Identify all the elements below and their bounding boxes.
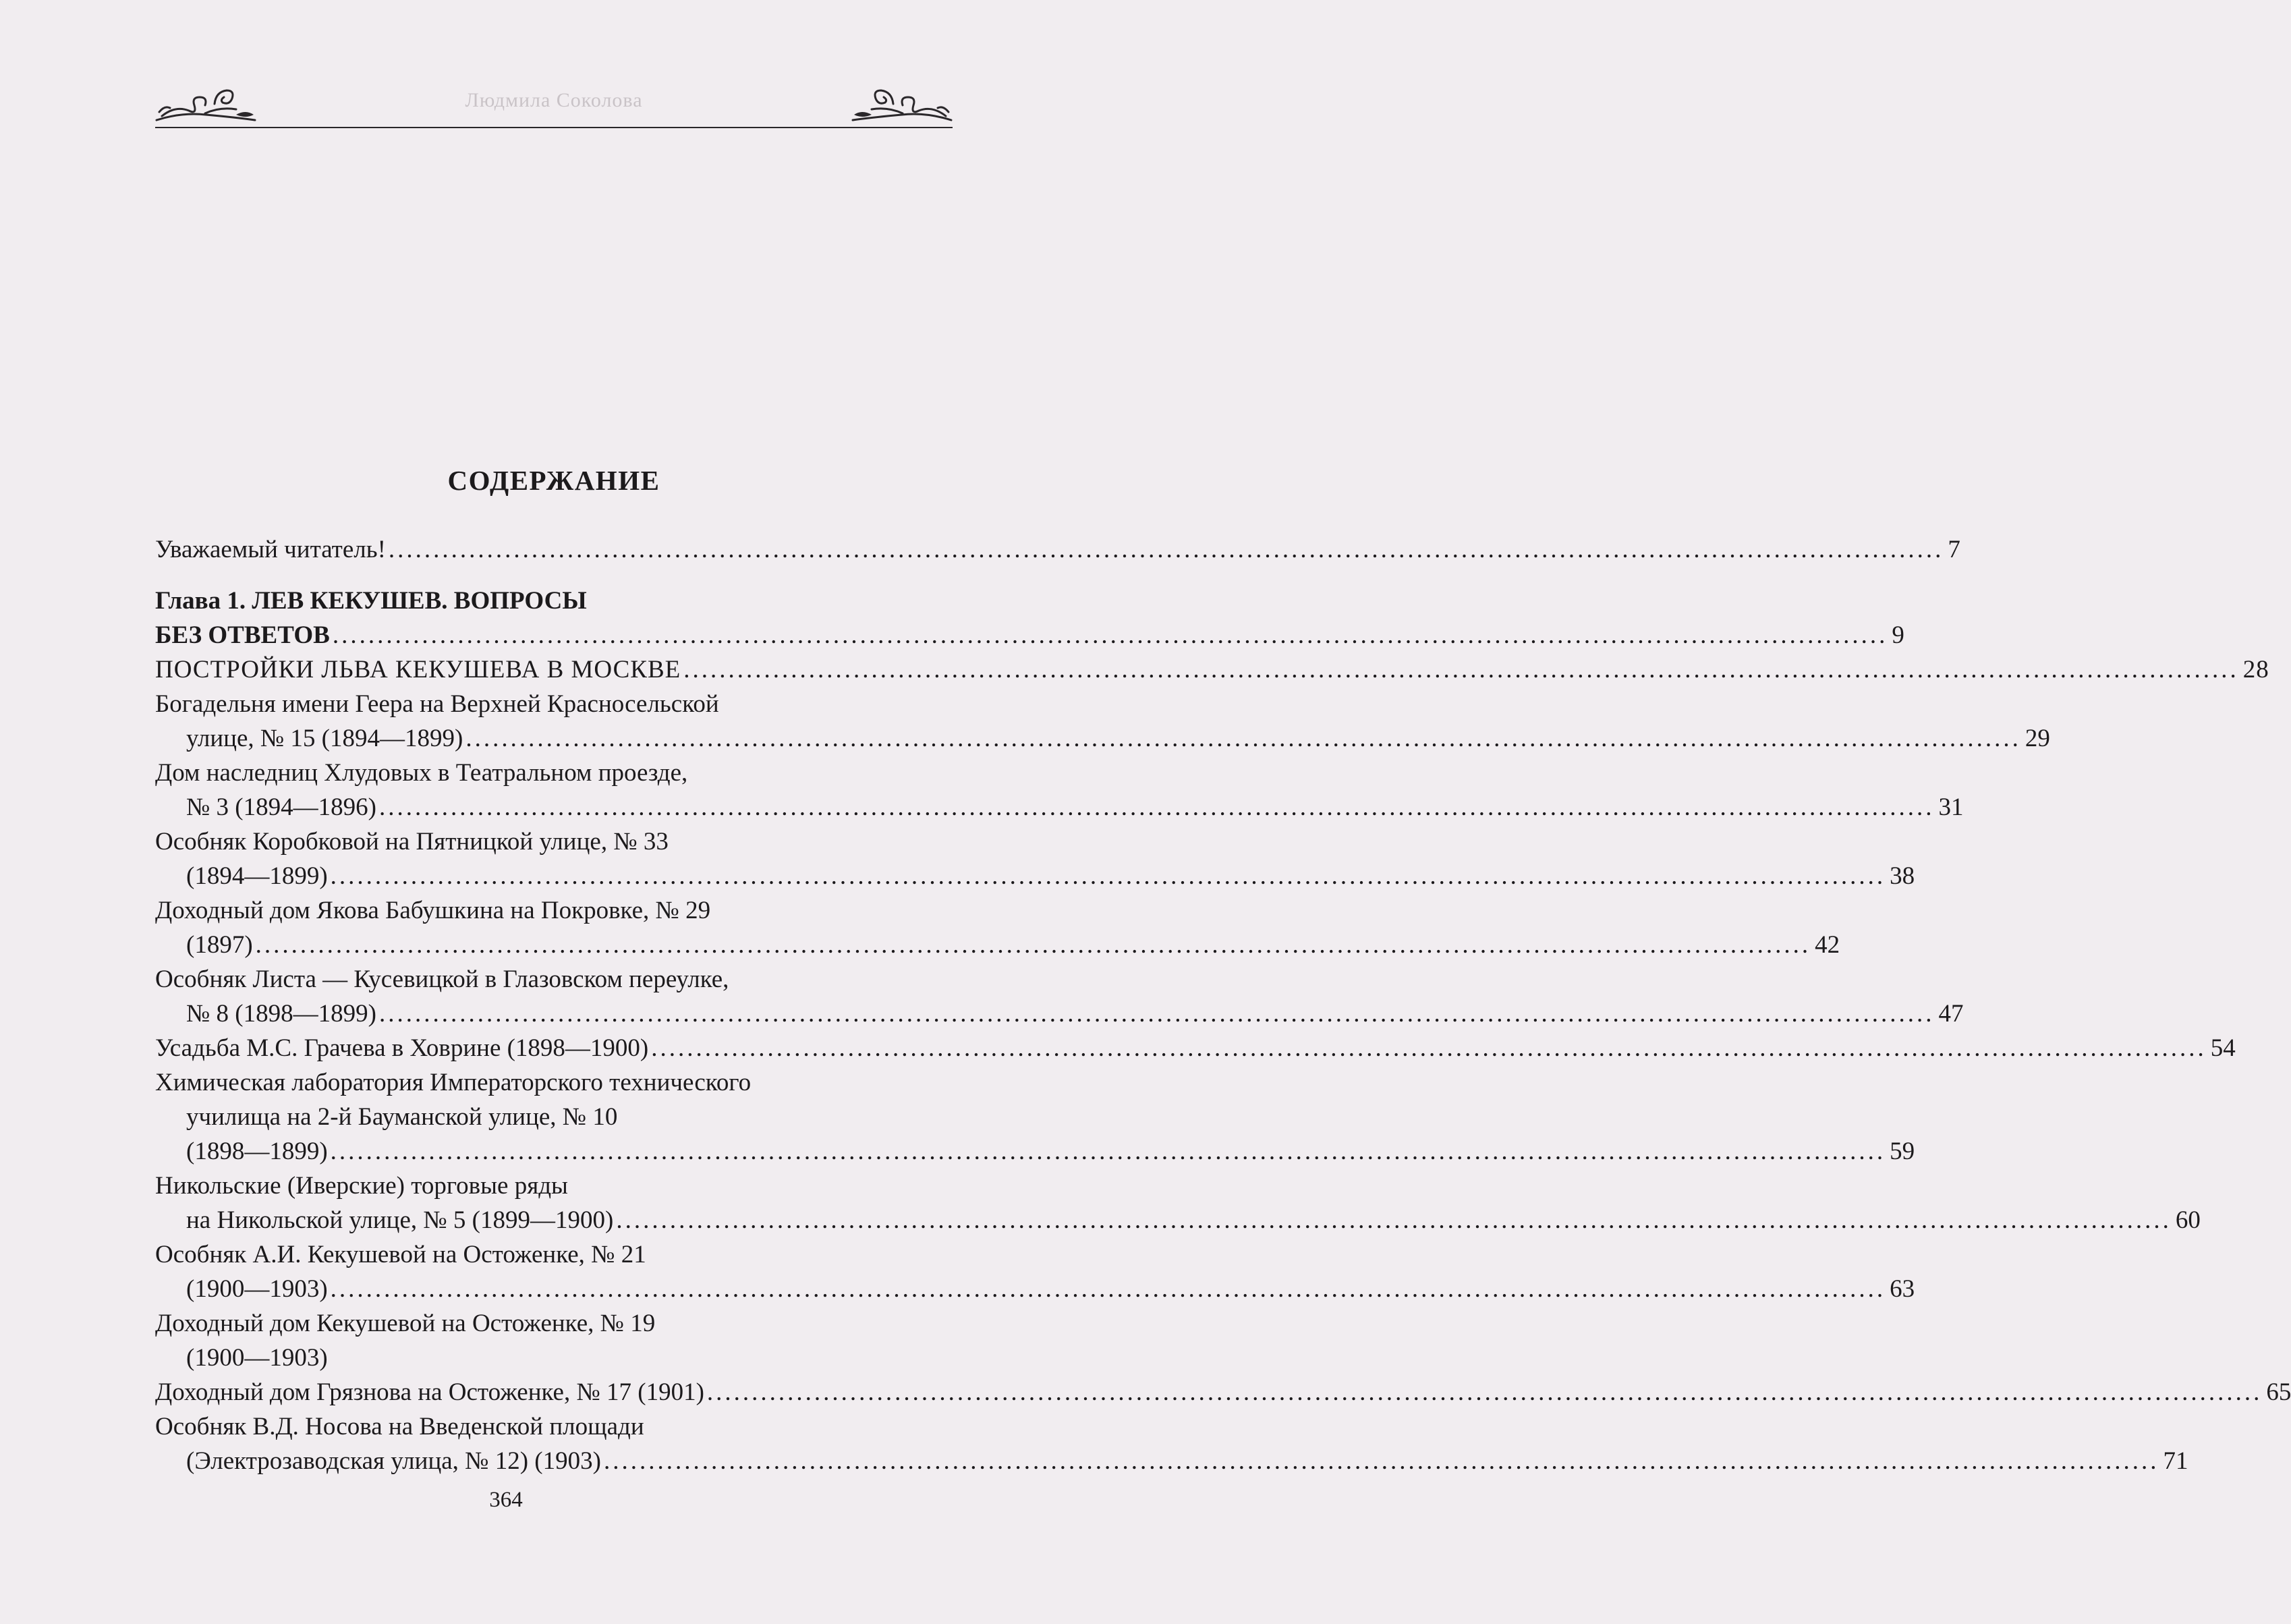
toc-entry-welcome[interactable] — [155, 535, 1960, 569]
toc-entry-line[interactable] — [155, 724, 2050, 758]
dot-leader: .............................................................................................................................................................................. — [378, 1000, 1935, 1028]
toc-section-buildings[interactable] — [155, 655, 2269, 690]
toc-page-number: 65 — [2266, 1378, 2291, 1406]
toc-entry-line[interactable] — [155, 1309, 951, 1343]
toc-entry-line[interactable] — [155, 862, 1915, 896]
page-number: 364 — [489, 1488, 523, 1512]
toc-entry-line[interactable] — [155, 1068, 951, 1102]
toc-entry-text: Усадьба М.С. Грачева в Ховрине (1898—1900) — [155, 1034, 649, 1062]
toc-entry-line[interactable] — [155, 896, 951, 930]
dot-leader: .............................................................................................................................................................................. — [683, 656, 2239, 683]
toc-entry-text: Особняк В.Д. Носова на Введенской площади — [155, 1413, 644, 1440]
toc-page-number: 7 — [1948, 536, 1960, 563]
toc-entry-line[interactable] — [155, 1240, 951, 1275]
toc-entry-line[interactable] — [155, 1206, 2201, 1240]
toc-entry-text: БЕЗ ОТВЕТОВ — [155, 621, 330, 649]
toc-entry-line[interactable] — [155, 965, 951, 999]
toc-entry-line[interactable] — [155, 1378, 2291, 1412]
toc-entry-line[interactable] — [155, 827, 951, 862]
toc-entry-line[interactable] — [155, 1171, 951, 1206]
toc-entry-text: Уважаемый читатель! — [155, 536, 386, 563]
toc-page-number: 54 — [2210, 1034, 2236, 1062]
toc-page-number: 59 — [1890, 1138, 1915, 1165]
toc-entry-line[interactable] — [155, 1447, 2188, 1481]
toc-entry-text: № 3 (1894—1896) — [186, 793, 376, 821]
toc-entry-text: Никольские (Иверские) торговые ряды — [155, 1172, 568, 1200]
dot-leader: .............................................................................................................................................................................. — [330, 1275, 1886, 1303]
toc-entry-line[interactable] — [155, 1275, 1915, 1309]
toc-entry-text: (1900—1903) — [186, 1275, 328, 1303]
toc-entry-text: Особняк Листа — Кусевицкой в Глазовском переулке, — [155, 965, 729, 993]
dot-leader: .............................................................................................................................................................................. — [255, 931, 1811, 959]
toc-page-number: 28 — [2242, 656, 2269, 683]
dot-leader: .............................................................................................................................................................................. — [465, 725, 2021, 752]
dot-leader: .............................................................................................................................................................................. — [330, 1138, 1886, 1165]
toc-entry-text: № 8 (1898—1899) — [186, 1000, 376, 1028]
toc-entry-line[interactable] — [155, 1343, 951, 1378]
toc-chapter-1-line-1[interactable] — [155, 586, 951, 621]
dot-leader: .............................................................................................................................................................................. — [706, 1378, 2263, 1406]
toc-page-number: 60 — [2175, 1206, 2201, 1234]
header-rule — [155, 127, 953, 128]
dot-leader: .............................................................................................................................................................................. — [388, 536, 1944, 563]
toc-entry-line[interactable] — [155, 793, 1964, 827]
toc-entry-text: на Никольской улице, № 5 (1899—1900) — [186, 1206, 614, 1234]
toc-page-number: 31 — [1938, 793, 1964, 821]
toc-entry-line[interactable] — [155, 1412, 951, 1447]
toc-entry-text: (1898—1899) — [186, 1138, 328, 1165]
dot-leader: .............................................................................................................................................................................. — [330, 862, 1886, 890]
toc-entry-text: ПОСТРОЙКИ ЛЬВА КЕКУШЕВА В МОСКВЕ — [155, 656, 681, 683]
toc-chapter-1-line-2[interactable] — [155, 621, 1904, 655]
toc-page-number: 38 — [1890, 862, 1915, 890]
table-of-contents — [155, 535, 2291, 1481]
toc-entry-text: Особняк А.И. Кекушевой на Остоженке, № 21 — [155, 1241, 646, 1268]
toc-entry-line[interactable] — [155, 1034, 2236, 1068]
toc-title: СОДЕРЖАНИЕ — [447, 465, 660, 496]
toc-entry-text: Доходный дом Кекушевой на Остоженке, № 19 — [155, 1310, 656, 1337]
toc-page-number: 71 — [2163, 1447, 2188, 1475]
toc-entry-text: Доходный дом Грязнова на Остоженке, № 17 (1901) — [155, 1378, 704, 1406]
toc-entry-text: Химическая лаборатория Императорского технического — [155, 1069, 752, 1096]
flourish-ornament-left-icon — [155, 85, 256, 123]
toc-entry-text: Богадельня имени Геера на Верхней Красносельской — [155, 690, 719, 718]
toc-entry-text: (1894—1899) — [186, 862, 328, 890]
toc-entry-line[interactable] — [155, 1137, 1915, 1171]
toc-page-number: 47 — [1938, 1000, 1964, 1028]
toc-entry-line[interactable] — [155, 999, 1964, 1034]
toc-entry-line[interactable] — [155, 930, 1840, 965]
toc-entry-text: Особняк Коробковой на Пятницкой улице, № 33 — [155, 828, 669, 856]
toc-entry-text: училища на 2-й Бауманской улице, № 10 — [186, 1103, 618, 1131]
toc-entry-line[interactable] — [155, 758, 951, 793]
toc-entry-text: улице, № 15 (1894—1899) — [186, 725, 463, 752]
toc-page-number: 9 — [1892, 621, 1904, 649]
toc-page-number: 29 — [2025, 725, 2050, 752]
running-header — [155, 80, 953, 128]
toc-entry-text: (1900—1903) — [186, 1344, 328, 1372]
dot-leader: .............................................................................................................................................................................. — [332, 621, 1888, 649]
toc-entry-text: (Электрозаводская улица, № 12) (1903) — [186, 1447, 601, 1475]
toc-entry-text: Дом наследниц Хлудовых в Театральном проезде, — [155, 759, 688, 787]
toc-entry-text: Глава 1. ЛЕВ КЕКУШЕВ. ВОПРОСЫ — [155, 587, 587, 615]
dot-leader: .............................................................................................................................................................................. — [603, 1447, 2159, 1475]
toc-entry-text: Доходный дом Якова Бабушкина на Покровке, № 29 — [155, 897, 711, 924]
toc-entry-text: (1897) — [186, 931, 253, 959]
toc-entry-line[interactable] — [155, 1102, 951, 1137]
toc-entry-line[interactable] — [155, 690, 951, 724]
flourish-ornament-right-icon — [851, 85, 953, 123]
dot-leader: .............................................................................................................................................................................. — [616, 1206, 2172, 1234]
toc-page-number: 63 — [1890, 1275, 1915, 1303]
dot-leader: .............................................................................................................................................................................. — [378, 793, 1935, 821]
dot-leader: .............................................................................................................................................................................. — [651, 1034, 2207, 1062]
toc-page-number: 42 — [1815, 931, 1840, 959]
running-head-bleed: Людмила Соколова — [465, 89, 643, 111]
